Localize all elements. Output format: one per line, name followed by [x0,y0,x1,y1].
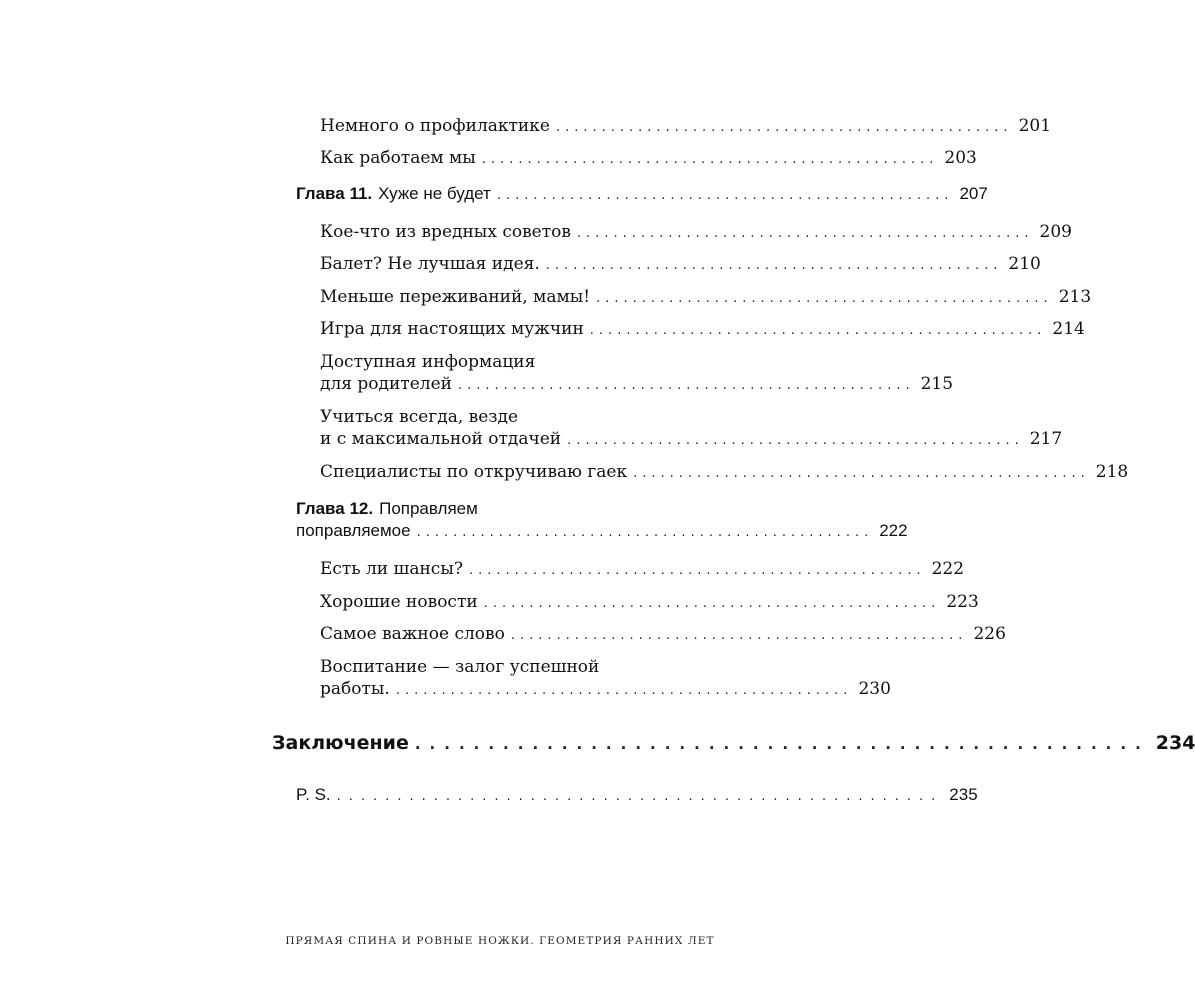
toc-ps-entry[interactable] [296,780,978,830]
page-number: 218 [1095,462,1129,482]
entry-title: Кое-что из вредных советов [320,222,571,242]
leader-dots: .................................................. [576,226,1034,241]
page-number: 210 [1008,254,1041,274]
page-number: 209 [1039,222,1072,242]
page-number: 213 [1058,287,1092,307]
conclusion-title: Заключение [272,732,409,754]
page-number: 217 [1029,429,1063,449]
entry-title-line2: и с максимальной отдачей [320,429,562,449]
leader-dots: .................................................. [414,735,1150,753]
entry-title: Специалисты по откручиваю гаек [320,462,628,482]
page-number: 207 [959,184,988,203]
toc-conclusion-entry[interactable] [272,728,1195,778]
entry-title: Игра для настоящих мужчин [320,319,584,339]
entry-title-line2: работы. [320,679,390,699]
entry-title: Немного о профилактике [320,116,550,136]
page-number: 201 [1018,116,1052,136]
page-number: 226 [973,624,1006,644]
leader-dots: .................................................. [510,628,968,643]
leader-dots: .................................................. [633,466,1090,481]
leader-dots: .................................................. [555,120,1013,135]
entry-title: Есть ли шансы? [320,559,463,579]
leader-dots: .................................................. [457,378,915,393]
leader-dots: .................................................. [589,323,1047,338]
chapter-label: Глава 12. [296,499,374,518]
entry-title: Меньше переживаний, мамы! [320,287,591,307]
chapter-title-line1: Поправляем [379,499,478,518]
entry-title-line1: Доступная информация [320,352,536,372]
page-number: 203 [944,148,977,168]
ps-title: P. S. [296,785,331,804]
running-footer: ПРЯМАЯ СПИНА И РОВНЫЕ НОЖКИ. ГЕОМЕТРИЯ РАННИХ ЛЕТ [285,935,715,947]
toc-chapter-entry[interactable] [296,494,908,544]
page-number: 234 [1155,732,1195,754]
chapter-title: Хуже не будет [378,184,491,203]
page-number: 235 [949,785,978,804]
page-number: 223 [946,592,979,612]
leader-dots: .................................................. [416,525,874,540]
chapter-title-line2: поправляемое [296,521,411,540]
entry-title-line1: Воспитание — залог успешной [320,657,600,677]
page-number: 215 [920,374,954,394]
leader-dots: .................................................. [336,789,944,804]
page-number: 222 [931,559,965,579]
page-number: 230 [858,679,891,699]
chapter-label: Глава 11. [296,184,373,203]
toc-entry[interactable] [320,402,1063,452]
page-number: 222 [879,521,908,540]
toc-entry[interactable] [320,652,891,702]
entry-title: Хорошие новости [320,592,478,612]
entry-title: Балет? Не лучшая идея. [320,254,540,274]
entry-title-line2: для родителей [320,374,452,394]
toc-entry[interactable] [320,347,954,397]
leader-dots: .................................................. [468,563,926,578]
entry-title: Самое важное слово [320,624,505,644]
leader-dots: .................................................. [481,152,939,167]
leader-dots: .................................................. [395,683,853,698]
leader-dots: .................................................. [567,433,1024,448]
leader-dots: .................................................. [496,188,954,203]
page-number: 214 [1052,319,1085,339]
leader-dots: .................................................. [483,596,941,611]
leader-dots: .................................................. [596,291,1053,306]
leader-dots: .................................................. [545,258,1003,273]
entry-title: Как работаем мы [320,148,476,168]
entry-title-line1: Учиться всегда, везде [320,407,519,427]
